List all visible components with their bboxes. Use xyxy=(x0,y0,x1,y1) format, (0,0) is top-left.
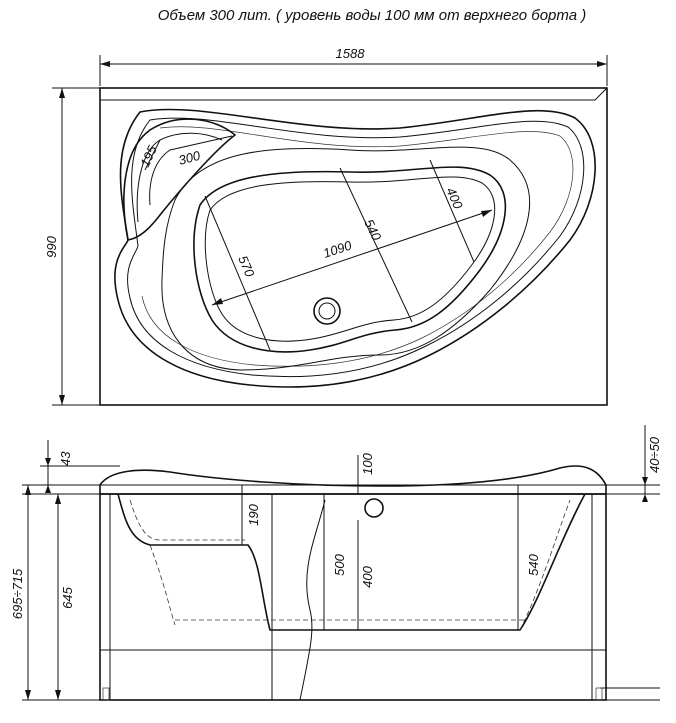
apron-height-label: 645 xyxy=(60,587,75,609)
basin-depth-540-label: 540 xyxy=(361,216,385,243)
basin-width-400-label: 400 xyxy=(443,185,466,212)
headrest xyxy=(124,119,235,240)
leg-left xyxy=(103,688,109,700)
top-view xyxy=(44,46,607,405)
headrest-width-label: 195 xyxy=(137,143,160,170)
depth-500-label: 500 xyxy=(332,554,347,576)
total-height-label: 695÷715 xyxy=(10,568,25,620)
water-level-label: 100 xyxy=(360,453,375,475)
height-dimension: 990 xyxy=(44,236,59,258)
basin-width-570-label: 570 xyxy=(235,253,258,280)
rim-thickness-label: 43 xyxy=(58,451,73,466)
width-dimension: 1588 xyxy=(335,46,365,61)
volume-caption: Объем 300 лит. ( уровень воды 100 мм от верхнего борта ) xyxy=(157,7,587,24)
overflow-icon xyxy=(365,499,383,517)
depth-540-label: 540 xyxy=(526,554,541,576)
tub-body xyxy=(118,494,585,630)
depth-400-label: 400 xyxy=(360,566,375,588)
tub-outline-top xyxy=(100,88,607,405)
seat-depth-label: 190 xyxy=(246,504,261,526)
basin-length-label: 1090 xyxy=(321,237,354,261)
drain-icon xyxy=(314,298,340,324)
side-rim xyxy=(100,466,606,494)
apron xyxy=(100,494,606,700)
leg-right xyxy=(596,688,602,700)
headrest-length-label: 300 xyxy=(176,147,202,168)
feet-adjust-label: 40÷50 xyxy=(647,436,662,474)
side-view xyxy=(10,425,662,700)
